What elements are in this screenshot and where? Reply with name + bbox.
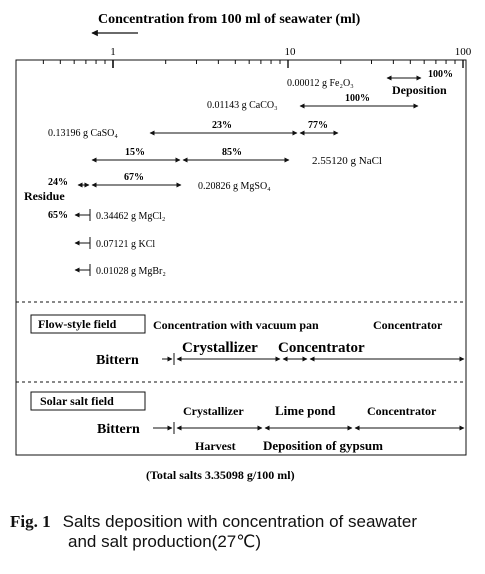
mgcl2-label: 0.34462 g MgCl₂ xyxy=(96,211,166,222)
deposition-label: Deposition xyxy=(392,83,447,97)
mgcl2-percent: 65% xyxy=(48,210,68,221)
mgso4-residue-percent: 24% xyxy=(48,177,68,188)
caso4-label: 0.13196 g CaSO₄ xyxy=(48,128,118,139)
vacuum-pan-label: Concentration with vacuum pan xyxy=(153,318,319,332)
mgso4-label: 0.20826 g MgSO₄ xyxy=(198,181,271,192)
figure-number: Fig. 1 xyxy=(10,512,51,531)
nacl-percent-b: 85% xyxy=(222,147,242,158)
lime-pond-label: Lime pond xyxy=(275,403,336,418)
axis-ticks xyxy=(43,60,463,68)
kcl-label: 0.07121 g KCl xyxy=(96,239,156,250)
gypsum-label: Deposition of gypsum xyxy=(263,438,383,453)
flow-concentrator-label: Concentrator xyxy=(373,318,443,332)
nacl-percent-a: 15% xyxy=(125,147,145,158)
caco3-label: 0.01143 g CaCO₃ xyxy=(207,100,278,111)
flow-style-label: Flow-style field xyxy=(38,317,117,331)
tick-label-1: 1 xyxy=(110,46,116,58)
tick-label-100: 100 xyxy=(454,46,472,58)
caco3-percent: 100% xyxy=(345,93,370,104)
mgbr2-label: 0.01028 g MgBr₂ xyxy=(96,266,166,277)
total-salts-label: (Total salts 3.35098 g/100 ml) xyxy=(146,468,295,482)
tick-label-10: 10 xyxy=(284,46,296,58)
caso4-percent-a: 23% xyxy=(212,120,232,131)
caption-line-1: Salts deposition with concentration of seawater xyxy=(62,512,417,531)
axis-title: Concentration from 100 ml of seawater (ml) xyxy=(98,12,361,27)
flow-concentrator2-label: Concentrator xyxy=(278,340,365,356)
mgso4-percent: 67% xyxy=(124,172,144,183)
solar-crystallizer-label: Crystallizer xyxy=(183,404,244,418)
residue-label: Residue xyxy=(24,189,65,203)
flow-bittern-label: Bittern xyxy=(96,353,139,368)
caption-line-2: and salt production(27℃) xyxy=(68,532,261,551)
solar-salt-label: Solar salt field xyxy=(40,394,114,408)
harvest-label: Harvest xyxy=(195,439,236,453)
fe2o3-percent: 100% xyxy=(428,69,453,80)
figure-caption xyxy=(10,512,480,552)
solar-concentrator-label: Concentrator xyxy=(367,404,437,418)
solar-bittern-label: Bittern xyxy=(97,422,140,437)
nacl-label: 2.55120 g NaCl xyxy=(312,155,382,167)
fe2o3-label: 0.00012 g Fe₂O₃ xyxy=(287,78,354,89)
flow-crystallizer-label: Crystallizer xyxy=(182,340,258,356)
caso4-percent-b: 77% xyxy=(308,120,328,131)
